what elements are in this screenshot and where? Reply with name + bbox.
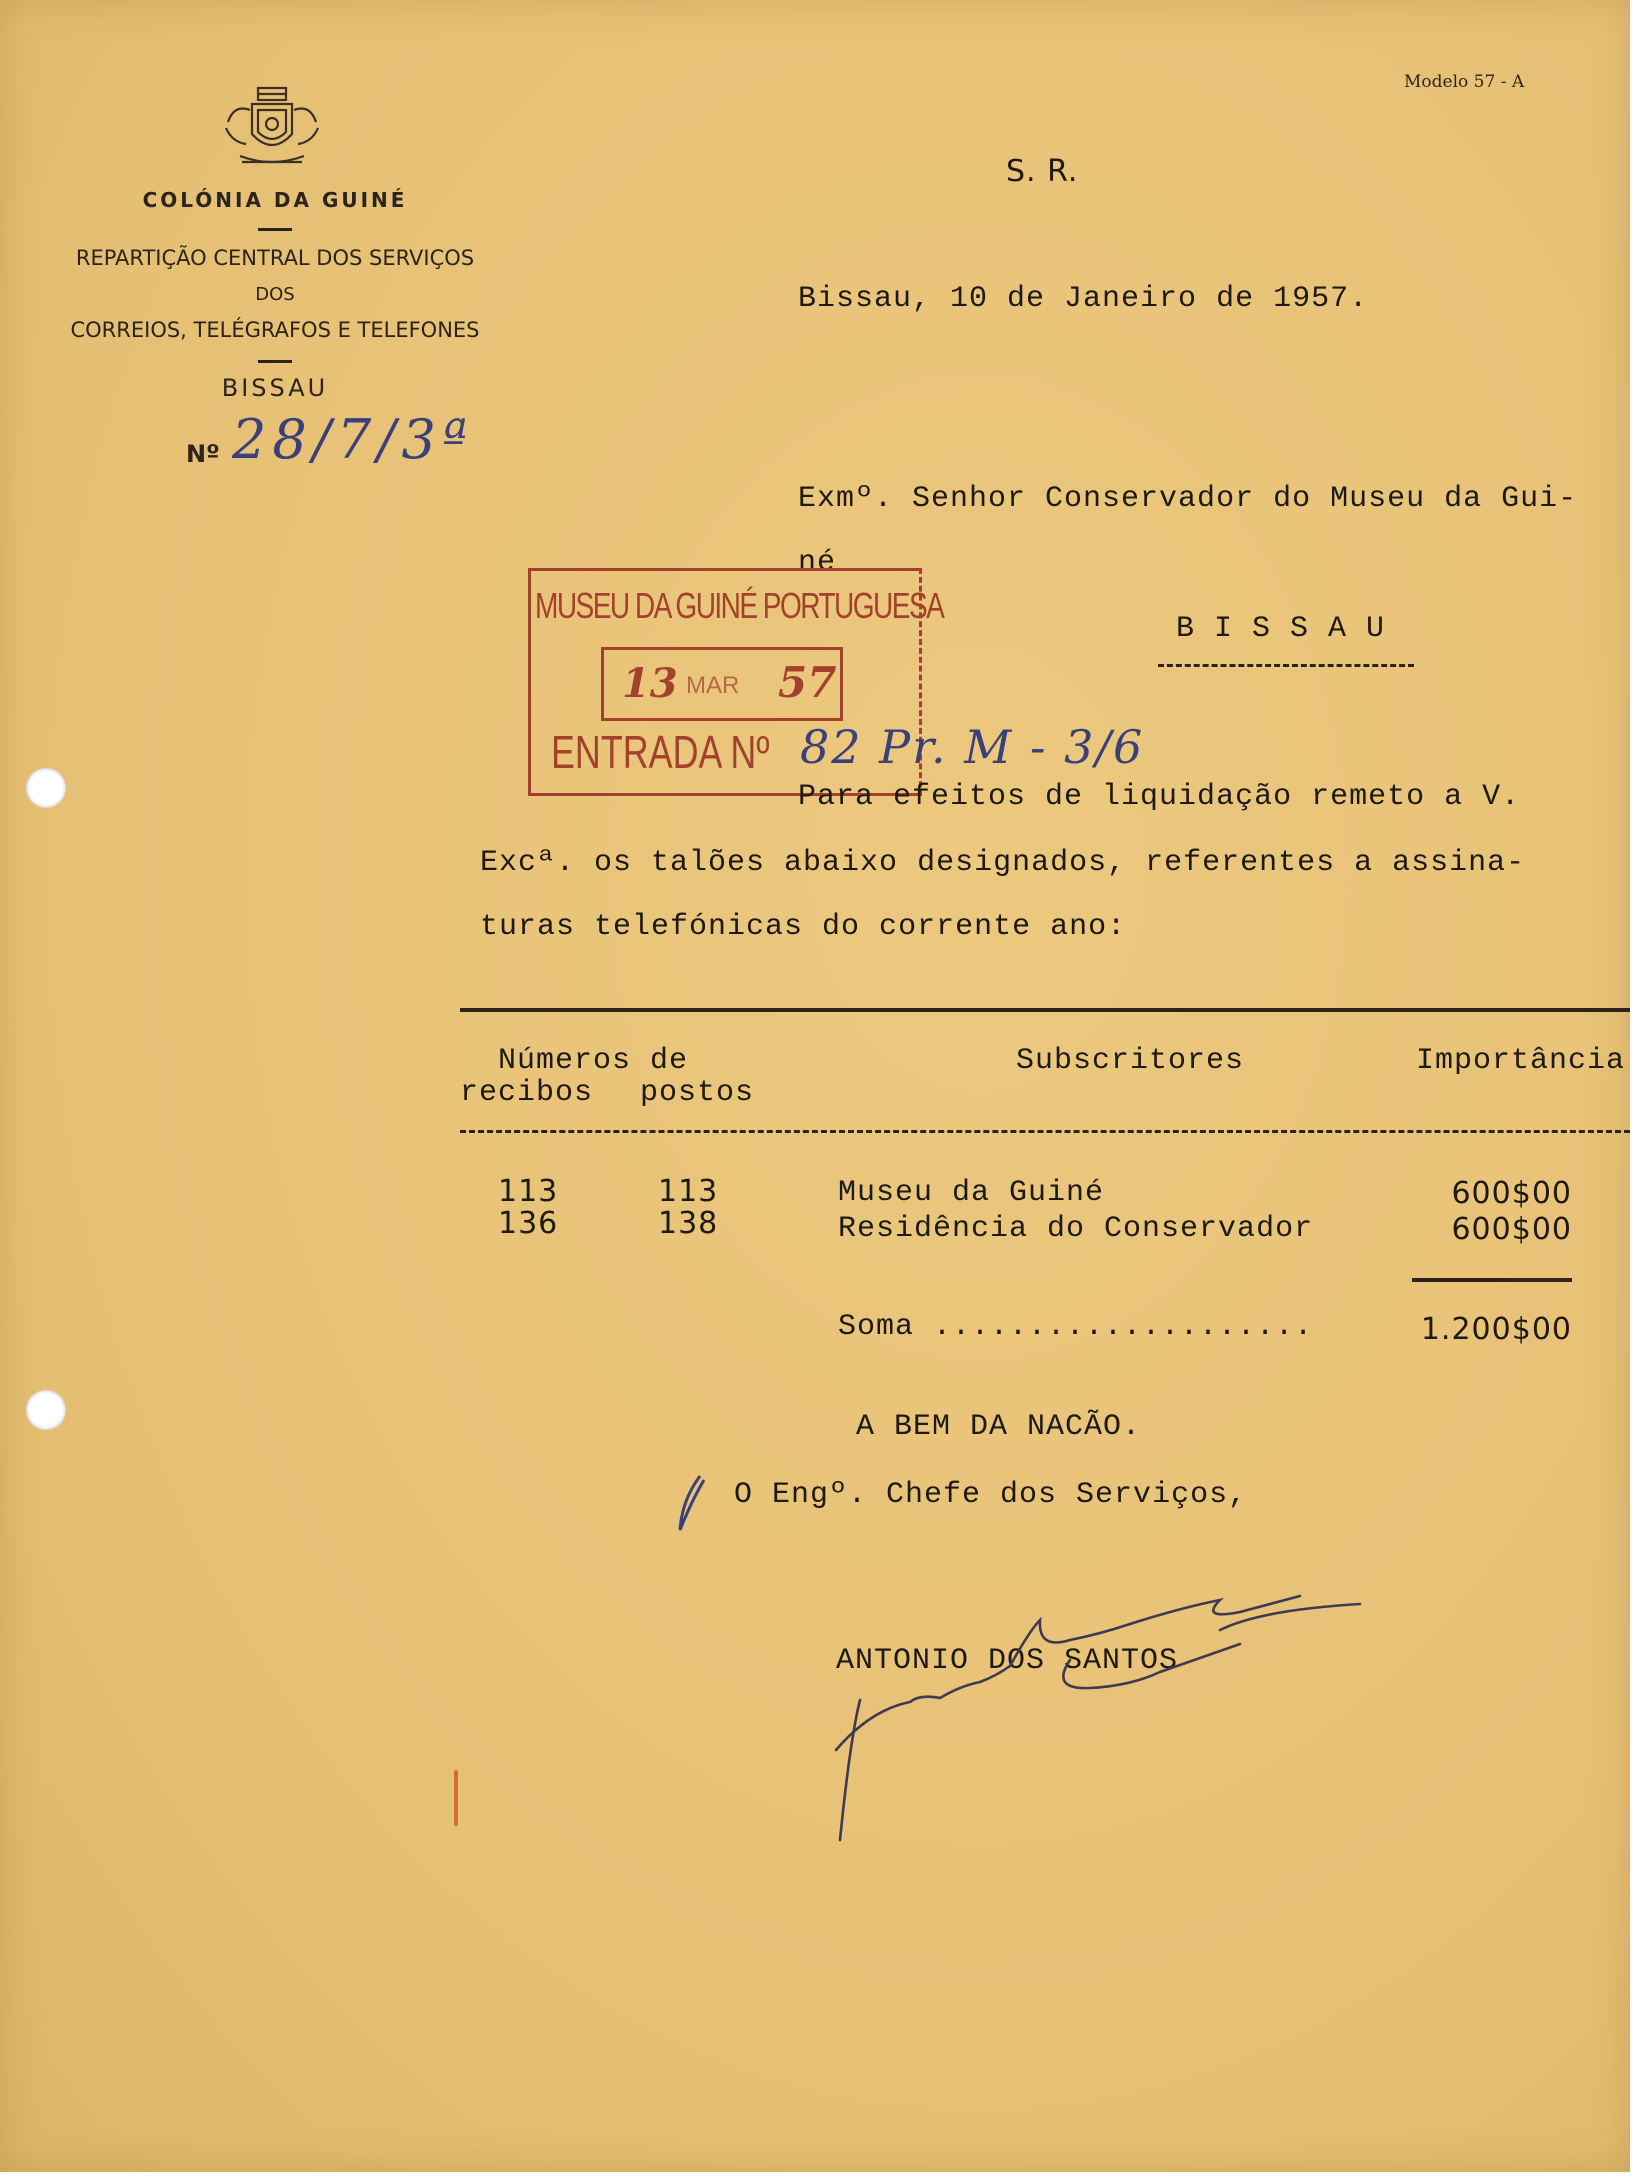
table-header-postos: postos: [640, 1076, 755, 1110]
addressee-line-2: né: [798, 546, 837, 580]
model-number: Modelo 57 - A: [1404, 72, 1525, 92]
reference-label: Nº: [186, 440, 220, 468]
sr-mark: S. R.: [1006, 154, 1079, 189]
row-posto: 138: [658, 1206, 719, 1241]
table-top-rule: [460, 1008, 1630, 1012]
coat-of-arms-seal: [220, 82, 324, 172]
letter-date: Bissau, 10 de Janeiro de 1957.: [798, 282, 1369, 316]
sum-label: Soma ....................: [838, 1310, 1314, 1344]
red-ink-mark: [454, 1770, 458, 1826]
header-city: BISSAU: [221, 374, 329, 402]
row-recibo: 136: [498, 1206, 559, 1241]
addressee-line-1: Exmº. Senhor Conservador do Museu da Gui-: [798, 482, 1578, 516]
punch-hole-top: [26, 768, 66, 808]
body-line-1: Para efeitos de liquidação remeto a V.: [798, 780, 1521, 814]
stamp-date-year: 57: [778, 658, 837, 707]
stamp-date-box: [601, 647, 843, 721]
header-divider-2: [258, 360, 292, 363]
signatory-name: ANTONIO DOS SANTOS: [836, 1644, 1179, 1678]
table-header-recibos: recibos: [460, 1076, 594, 1110]
table-header-importancia: Importância: [1416, 1044, 1626, 1078]
stamp-entry-label: ENTRADA Nº: [551, 726, 770, 778]
header-divider-1: [258, 228, 292, 231]
row-subscritor: Residência do Conservador: [838, 1212, 1314, 1246]
handwritten-initial-mark: [672, 1470, 712, 1540]
signature: [800, 1590, 1380, 1850]
sum-value: 1.200$00: [1420, 1312, 1572, 1347]
department-line-3: CORREIOS, TELÉGRAFOS E TELEFONES: [70, 318, 480, 342]
punch-hole-bottom: [26, 1390, 66, 1430]
department-line-2: DOS: [255, 284, 295, 305]
stamp-title: MUSEU DA GUINÉ PORTUGUESA: [535, 585, 944, 626]
sum-rule: [1412, 1278, 1572, 1282]
stamp-date-month: MAR: [686, 672, 740, 699]
table-header-rule: [460, 1130, 1630, 1133]
row-subscritor: Museu da Guiné: [838, 1176, 1105, 1210]
reference-handwritten: 28/7/3ª: [232, 408, 474, 471]
closing-title: O Engº. Chefe dos Serviços,: [734, 1478, 1248, 1512]
stamp-date-day: 13: [622, 660, 678, 707]
table-header-subscritores: Subscritores: [1016, 1044, 1245, 1078]
table-header-numeros: Números de: [498, 1044, 689, 1078]
stamp-entry-handwritten: 82 Pr. M - 3/6: [800, 720, 1145, 774]
row-importancia: 600$00: [1451, 1212, 1572, 1247]
addressee-city: B I S S A U: [1176, 612, 1386, 646]
addressee-city-underline: [1158, 664, 1414, 667]
body-line-2: Excª. os talões abaixo designados, referentes a assina-: [480, 846, 1526, 880]
row-importancia: 600$00: [1451, 1176, 1572, 1211]
department-line-1: REPARTIÇÃO CENTRAL DOS SERVIÇOS: [75, 246, 475, 270]
closing-motto: A BEM DA NACÃO.: [856, 1410, 1142, 1444]
row-recibo: 113: [498, 1174, 559, 1209]
colony-name: COLÓNIA DA GUINÉ: [142, 188, 408, 212]
row-posto: 113: [658, 1174, 719, 1209]
body-line-3: turas telefónicas do corrente ano:: [480, 910, 1127, 944]
